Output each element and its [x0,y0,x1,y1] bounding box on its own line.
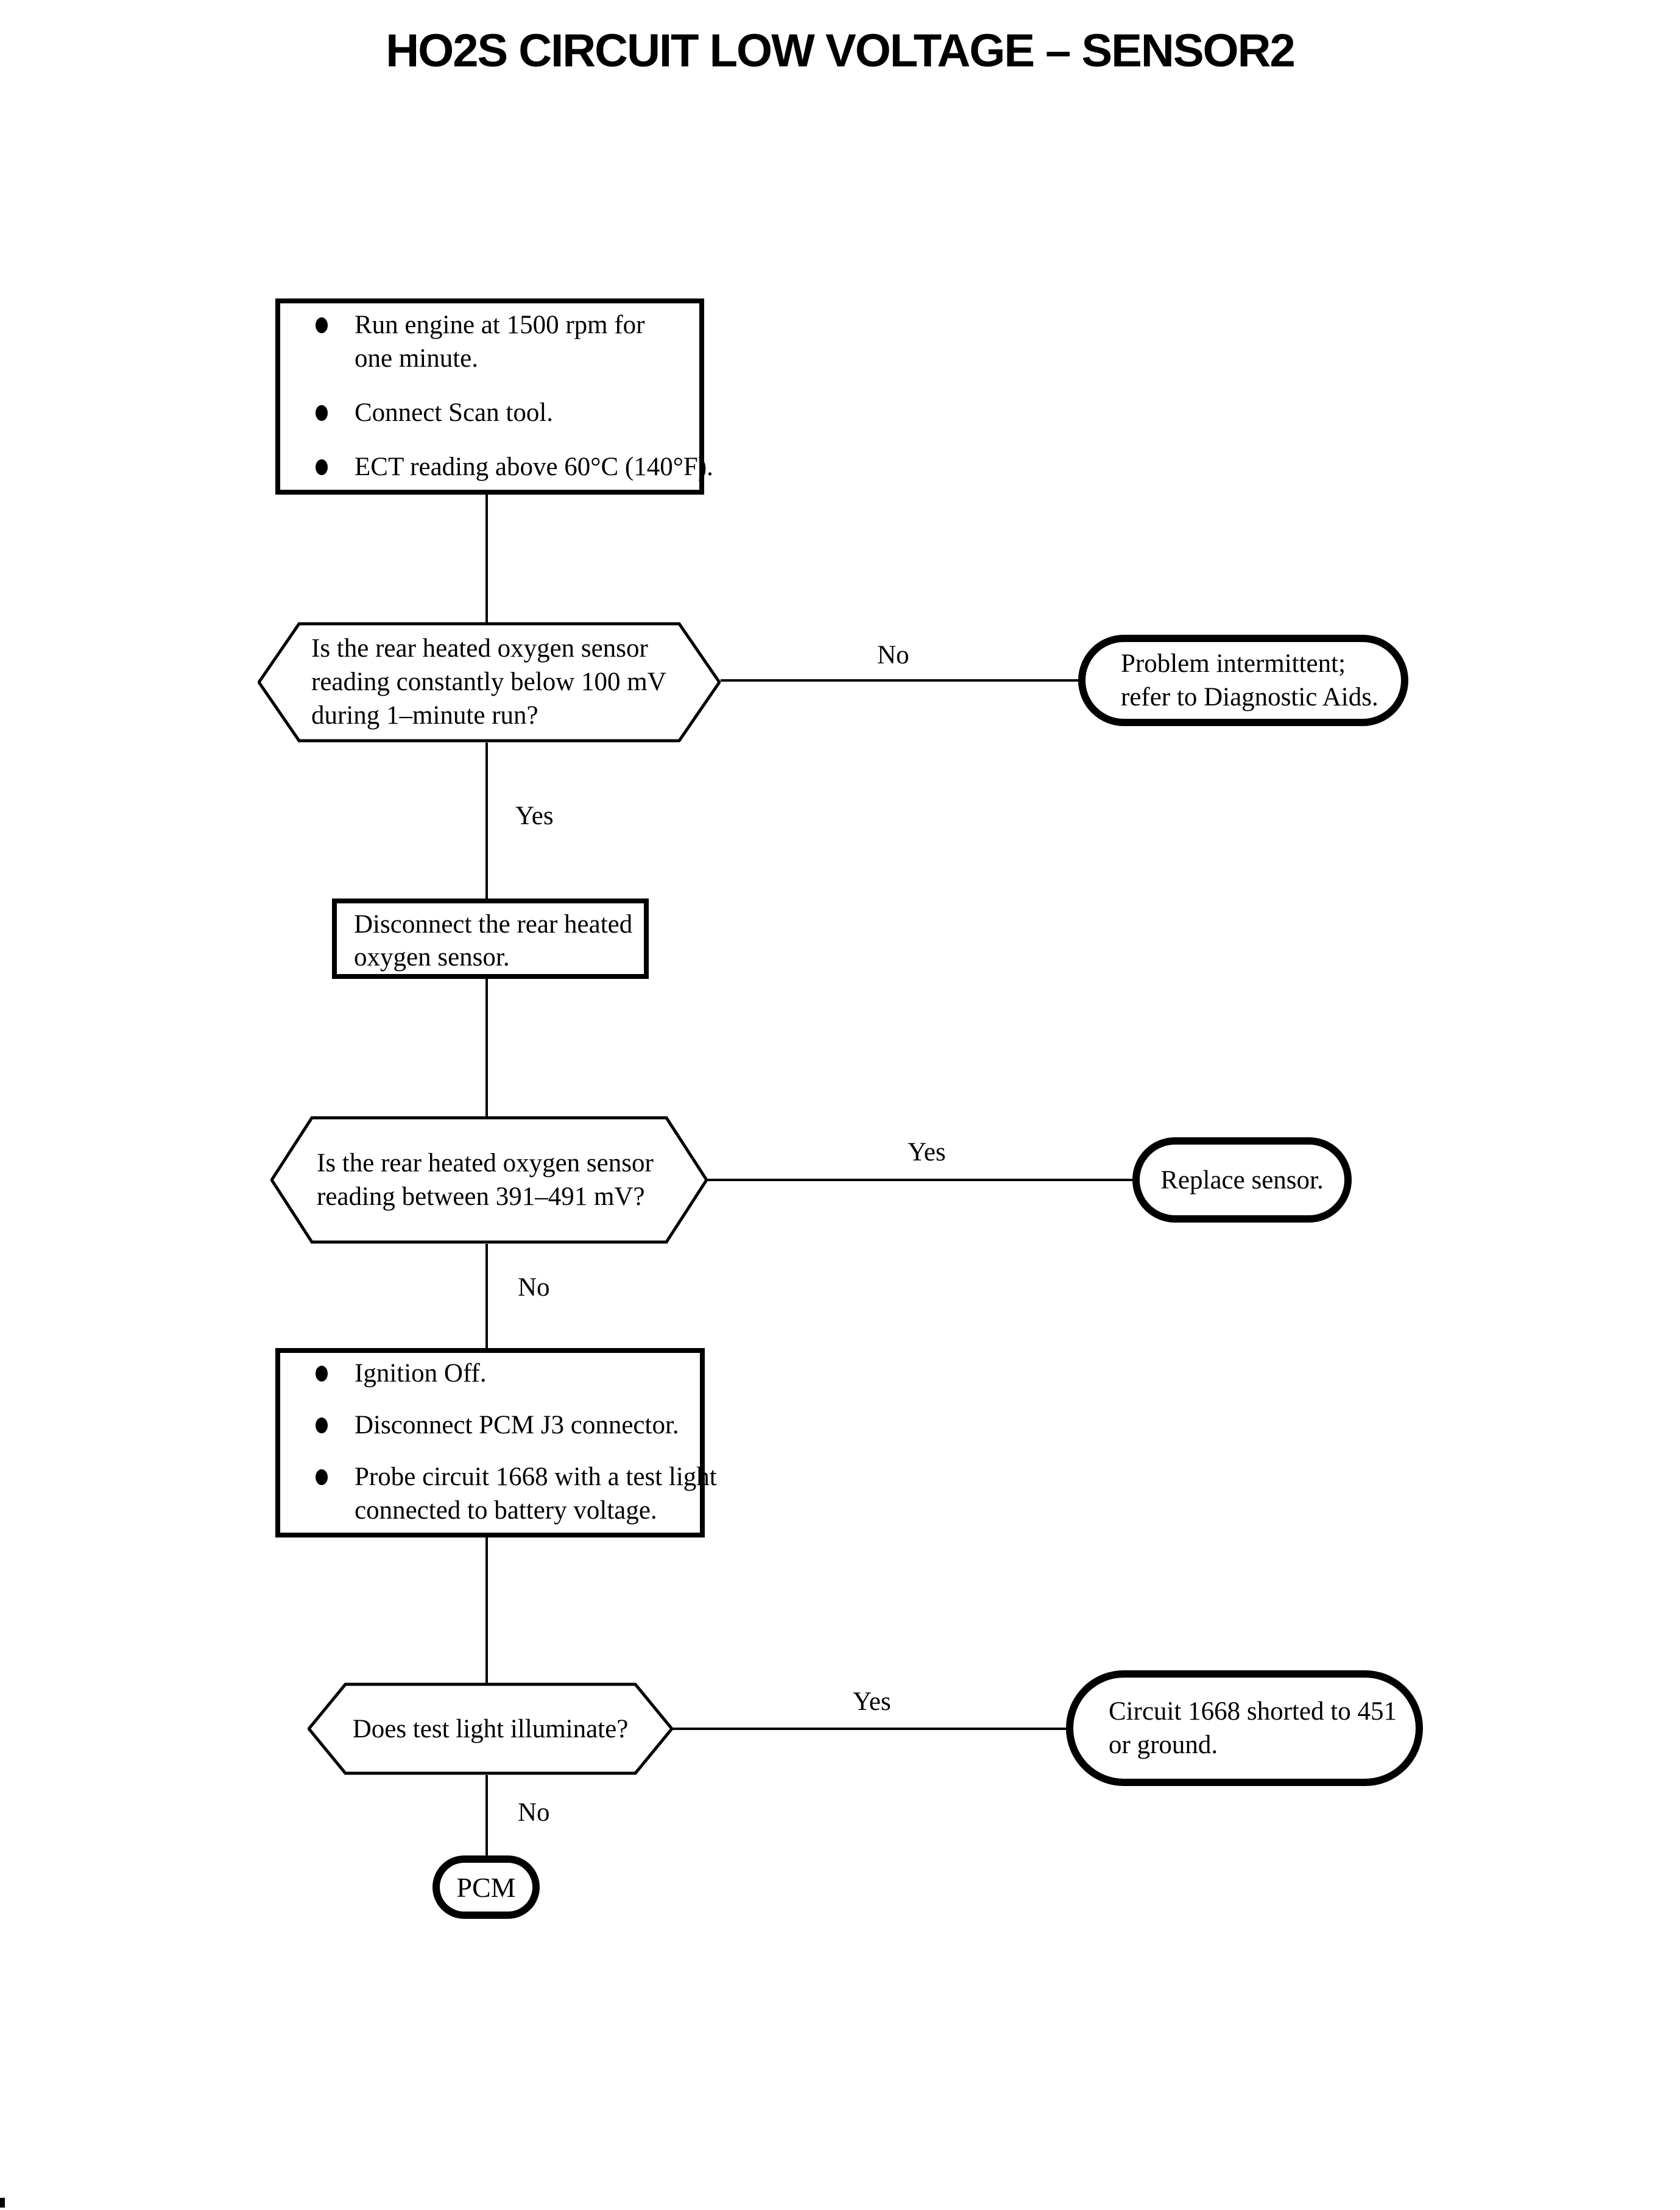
terminal-text-line: Replace sensor. [1160,1165,1324,1195]
decision-text-line: Is the rear heated oxygen sensor [311,634,648,663]
process-disconnect-sensor [332,898,649,979]
bullet-icon [316,405,328,421]
bullet-text-line: Probe circuit 1668 with a test light [355,1463,717,1491]
terminal-text-line: PCM [456,1871,516,1903]
bullet-text-line: ECT reading above 60°C (140°F). [355,453,713,481]
connector-line [485,495,488,623]
process-text-line: oxygen sensor. [354,943,510,972]
list-item [280,396,699,429]
decision-text-line: reading between 391–491 mV? [317,1182,645,1211]
connector-line [673,1728,1067,1730]
connector-line [721,679,1079,682]
edge-label-yes: Yes [515,802,554,830]
bullet-text-line: connected to battery voltage. [355,1496,657,1525]
terminal-text-line: Circuit 1668 shorted to 451 [1109,1697,1397,1726]
process-probe-circuit [275,1348,717,1537]
decision-text-line: Is the rear heated oxygen sensor [317,1149,654,1177]
decision-test-light-illuminate [308,1682,673,1775]
process-text-line: Disconnect the rear heated [354,910,633,939]
bullet-text-line: Ignition Off. [355,1359,487,1388]
decision-reading-391-491mv [270,1116,708,1244]
connector-line [485,1244,488,1349]
bullet-text-line: Run engine at 1500 rpm for [355,311,645,339]
terminal-circuit-shorted [1066,1670,1423,1786]
edge-label-yes: Yes [853,1687,891,1716]
bullet-icon [316,459,328,475]
list-item [280,308,699,375]
bullet-icon [316,1417,328,1433]
edge-label-no: No [518,1798,550,1827]
scan-artifact [0,2198,5,2208]
process-prep-steps [275,298,713,495]
list-item [280,1460,717,1527]
terminal-pcm [432,1855,540,1919]
connector-line [485,743,488,900]
page-title: HO2S CIRCUIT LOW VOLTAGE – SENSOR2 [386,25,1294,77]
connector-line [485,979,488,1117]
bullet-text-line: Connect Scan tool. [355,398,554,427]
list-item [280,1408,700,1442]
edge-label-no: No [518,1273,550,1302]
terminal-text-line: or ground. [1109,1731,1218,1759]
terminal-replace-sensor [1132,1137,1352,1223]
terminal-text-line: Problem intermittent; [1121,649,1346,678]
connector-line [708,1179,1134,1181]
edge-label-yes: Yes [908,1138,946,1167]
decision-text-line: during 1–minute run? [311,701,538,730]
bullet-text-line: Disconnect PCM J3 connector. [355,1411,679,1439]
list-item [280,1357,700,1390]
bullet-icon [316,317,328,333]
decision-text-line: Does test light illuminate? [352,1715,629,1743]
decision-reading-below-100mv [258,622,721,743]
connector-line [485,1775,488,1857]
edge-label-no: No [877,641,909,669]
bullet-icon [316,1469,328,1485]
list-item [280,450,713,484]
connector-line [485,1537,488,1684]
bullet-icon [316,1366,328,1382]
terminal-problem-intermittent [1078,635,1408,726]
terminal-text-line: refer to Diagnostic Aids. [1121,683,1378,711]
decision-text-line: reading constantly below 100 mV [311,668,666,696]
bullet-text-line: one minute. [355,344,479,373]
